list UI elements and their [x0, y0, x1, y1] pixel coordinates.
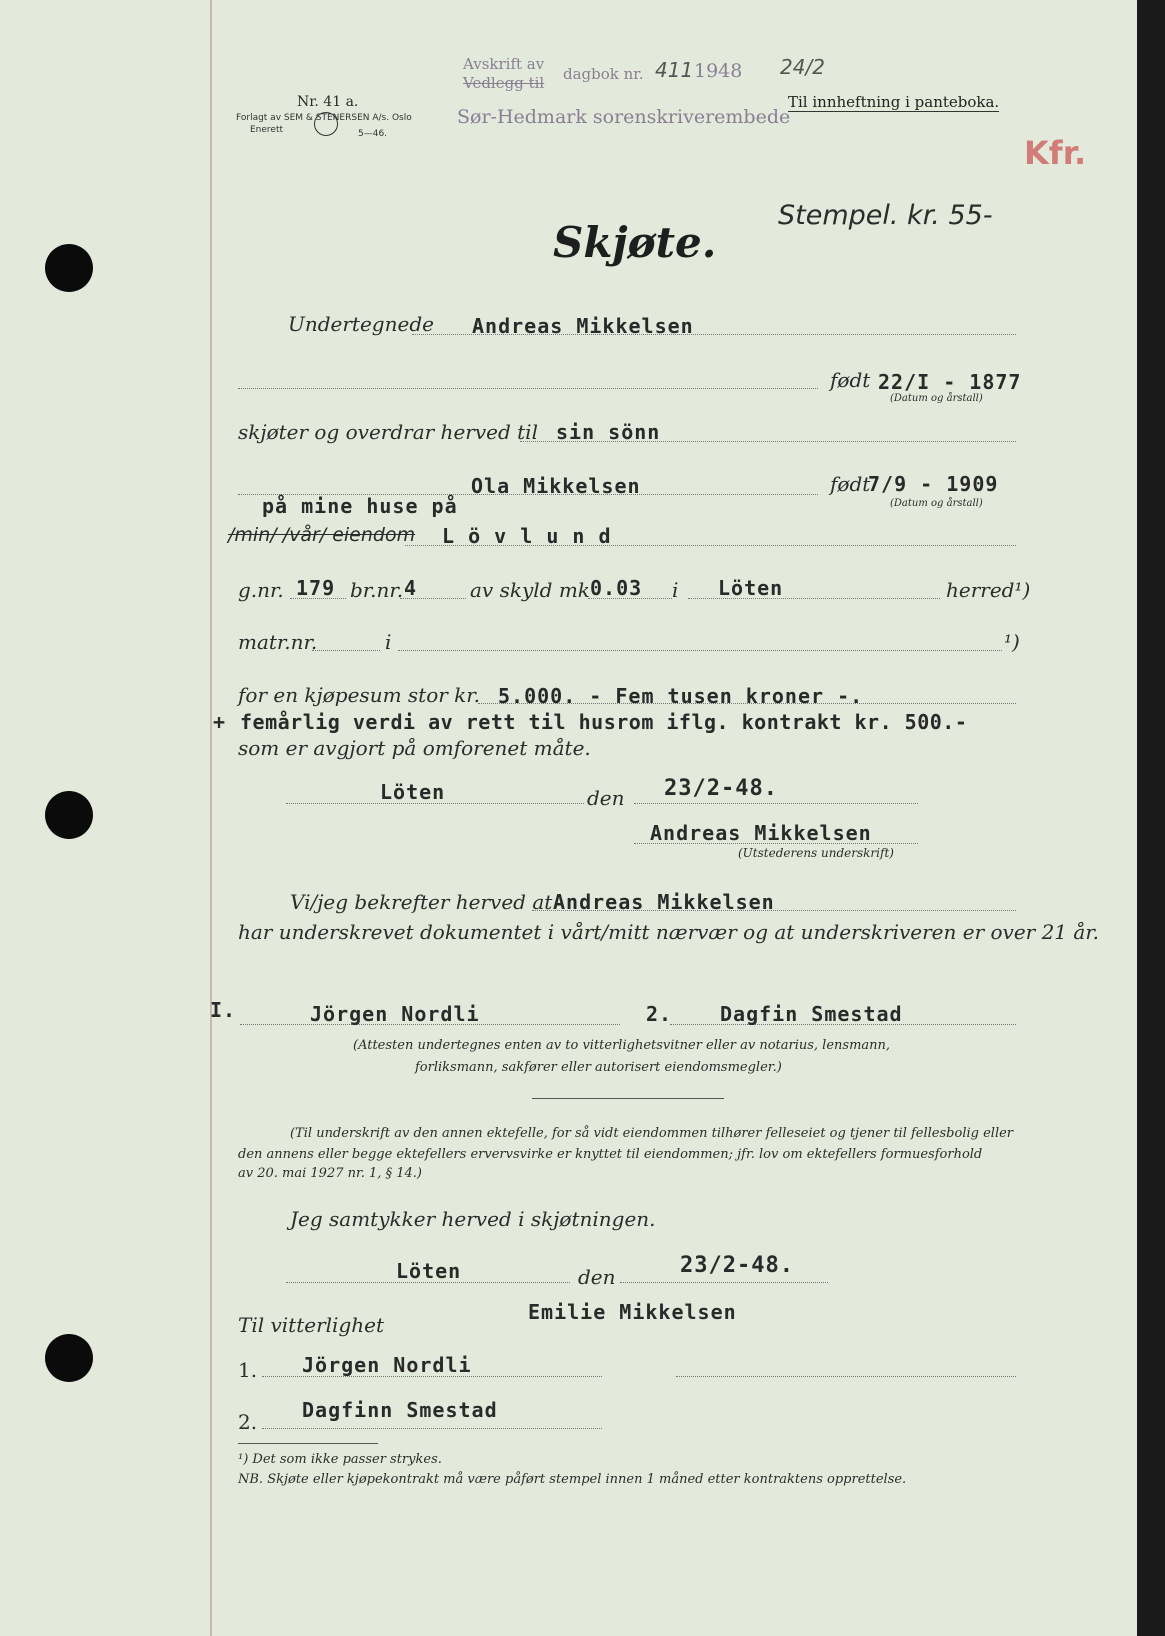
- i-label: i: [672, 578, 679, 602]
- matr-i: i: [385, 630, 392, 654]
- dotted-line: [620, 1282, 828, 1283]
- publisher-date: 5—46.: [358, 129, 388, 139]
- dotted-line: [312, 650, 380, 651]
- date-2: 23/2-48.: [680, 1253, 794, 1278]
- matr-label: matr.nr.: [238, 630, 318, 654]
- spouse-note-3: av 20. mai 1927 nr. 1, § 14.): [238, 1166, 422, 1181]
- dotted-line: [634, 803, 918, 804]
- place-2: Löten: [396, 1259, 462, 1283]
- footnote-1: ¹) Det som ikke passer strykes.: [238, 1452, 442, 1467]
- attest-note-2: forliksmann, sakfører eller autorisert eiendomsmegler.): [415, 1060, 782, 1075]
- undertegnede-value: Andreas Mikkelsen: [472, 314, 694, 338]
- place-1: Löten: [380, 780, 446, 804]
- dotted-line: [398, 650, 1002, 651]
- vit-1: Jörgen Nordli: [302, 1353, 472, 1377]
- bekrefter-value: Andreas Mikkelsen: [553, 890, 775, 914]
- undertegnede-label: Undertegnede: [288, 312, 434, 336]
- til-vitterlighet: Til vitterlighet: [238, 1313, 385, 1337]
- vit-num-2: 2.: [238, 1410, 258, 1434]
- witness-2: Dagfin Smestad: [720, 1002, 903, 1026]
- attest-note-1: (Attesten undertegnes enten av to vitterlighetsvitner eller av notarius, lensmann,: [353, 1038, 891, 1053]
- stamp-year: 1948: [694, 60, 743, 82]
- gnr-value: 179: [296, 576, 336, 600]
- plus-mark: +: [213, 710, 227, 734]
- stamp-vedlegg: Vedlegg til: [463, 74, 545, 92]
- punch-hole: [45, 244, 93, 292]
- samtykker-text: Jeg samtykker herved i skjøtningen.: [290, 1207, 656, 1231]
- property-value: L ö v l u n d: [442, 524, 612, 548]
- publisher-line: Forlagt av SEM & STENERSEN A/s. Oslo: [236, 113, 412, 123]
- dotted-line: [676, 1376, 1016, 1377]
- punch-hole: [45, 791, 93, 839]
- skjoter-label: skjøter og overdrar herved til: [238, 420, 538, 444]
- til-innheftning: Til innheftning i panteboka.: [788, 93, 1000, 111]
- datum-note: (Datum og årstall): [890, 393, 983, 404]
- fodt-label-2: født: [830, 472, 871, 496]
- kjopesum-value: 5.000. - Fem tusen kroner -.: [498, 684, 864, 708]
- den-2: den: [578, 1265, 616, 1289]
- skjoter-value: sin sönn: [556, 420, 661, 444]
- herred-value: Löten: [718, 576, 784, 600]
- margin-line: [210, 0, 212, 1636]
- brnr-value: 4: [404, 576, 418, 600]
- stamp-number: 411: [655, 58, 694, 82]
- stamp-office: Sør-Hedmark sorenskriverembede: [457, 106, 791, 128]
- footnote-2: NB. Skjøte eller kjøpekontrakt må være påført stempel innen 1 måned etter kontraktens opprettelse.: [238, 1472, 907, 1487]
- vit-num-1: 1.: [238, 1358, 258, 1382]
- footnote-divider: [238, 1443, 378, 1444]
- witness-num-1: I.: [210, 998, 237, 1022]
- datum-note-2: (Datum og årstall): [890, 498, 983, 509]
- den-1: den: [587, 786, 625, 810]
- form-number: Nr. 41 a.: [297, 94, 359, 110]
- dotted-line: [238, 388, 818, 389]
- dotted-line: [634, 843, 918, 844]
- skyld-value: 0.03: [590, 576, 643, 600]
- spouse-note-2: den annens eller begge ektefellers ervervsvirke er knyttet til eiendommen; jfr. lov om ektefellers formuesforhold: [238, 1147, 983, 1162]
- witness-num-2: 2.: [646, 1002, 673, 1026]
- stempel-note: Stempel. kr. 55-: [778, 200, 993, 231]
- receiver-value: Ola Mikkelsen: [471, 474, 641, 498]
- publisher-logo: [314, 112, 338, 136]
- utsteder-note: (Utstederens underskrift): [738, 846, 894, 860]
- divider: [532, 1098, 724, 1099]
- stamp-dagbok: dagbok nr.: [563, 65, 644, 83]
- dotted-line: [262, 1428, 602, 1429]
- signer-1: Andreas Mikkelsen: [650, 821, 872, 845]
- vit-2: Dagfinn Smestad: [302, 1398, 498, 1422]
- fodt-value: 22/I - 1877: [878, 370, 1022, 394]
- bekrefter-label: Vi/jeg bekrefter herved at: [290, 890, 553, 914]
- avgjort-text: som er avgjort på omforenet måte.: [238, 736, 591, 760]
- kfr-mark: Kfr.: [1024, 134, 1087, 172]
- spouse-note-1: (Til underskrift av den annen ektefelle, for så vidt eiendommen tilhører felleseiet og tjener til fellesbolig eller: [290, 1126, 1014, 1141]
- brnr-label: br.nr.: [350, 578, 404, 602]
- herred-label: herred¹): [946, 578, 1031, 602]
- fodt-label: født: [830, 368, 871, 392]
- punch-hole: [45, 1334, 93, 1382]
- stamp-avskrift: Avskrift av: [463, 55, 545, 73]
- pa-mine-huse: på mine huse på: [262, 494, 458, 518]
- matr-end: ¹): [1004, 630, 1020, 654]
- property-label: /min/ /vår/ eiendom: [228, 524, 416, 546]
- date-1: 23/2-48.: [664, 776, 778, 801]
- signer-2: Emilie Mikkelsen: [528, 1300, 737, 1324]
- gnr-label: g.nr.: [238, 578, 284, 602]
- kjopesum-label: for en kjøpesum stor kr.: [238, 683, 481, 707]
- extra-line: femårlig verdi av rett til husrom iflg. kontrakt kr. 500.-: [240, 710, 968, 734]
- skyld-label: av skyld mk: [470, 578, 590, 602]
- fodt-value-2: 7/9 - 1909: [868, 472, 999, 496]
- publisher-enerett: Enerett: [250, 125, 284, 135]
- page-title: Skjøte.: [553, 218, 717, 267]
- witness-1: Jörgen Nordli: [310, 1002, 480, 1026]
- underskrevet-line: har underskrevet dokumentet i vårt/mitt nærvær og at underskriveren er over 21 år.: [238, 920, 1100, 944]
- stamp-date: 24/2: [780, 55, 825, 79]
